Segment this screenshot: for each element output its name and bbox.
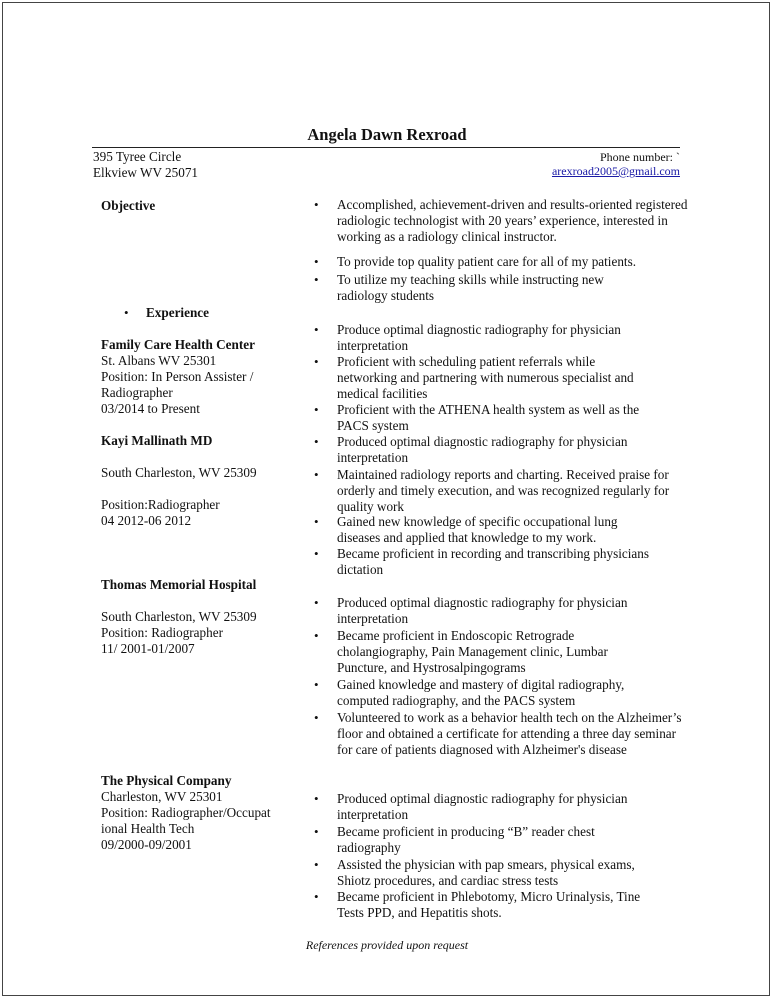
job-bullet: Produced optimal diagnostic radiography for physician interpretation: [337, 434, 628, 465]
job-bullet: Produced optimal diagnostic radiography for physician interpretation: [337, 595, 628, 626]
job-bullet: Became proficient in recording and transcribing physicians dictation: [337, 546, 649, 577]
bullet-icon: •: [314, 254, 319, 269]
resume-name: Angela Dawn Rexroad: [307, 125, 467, 144]
job-bullet: Produce optimal diagnostic radiography for physician interpretation: [337, 322, 621, 353]
bullet-icon: •: [314, 197, 319, 212]
job-position: Position: In Person Assister /: [101, 369, 254, 384]
bullet-icon: •: [314, 791, 319, 806]
job-bullet: Assisted the physician with pap smears, physical exams, Shiotz procedures, and cardiac stress tests: [337, 857, 635, 888]
job-position: Position: Radiographer: [101, 625, 223, 640]
bullet-icon: •: [314, 710, 319, 725]
phone-label: Phone number: `: [600, 150, 680, 164]
bullet-icon: •: [314, 514, 319, 529]
job-bullet: Gained new knowledge of specific occupational lung diseases and applied that knowledge to my work.: [337, 514, 618, 545]
job-bullet: Became proficient in Endoscopic Retrograde cholangiography, Pain Management clinic, Lumbar Puncture, and Hystrosalpingograms: [337, 628, 608, 675]
job-bullet: Became proficient in producing “B” reader chest radiography: [337, 824, 595, 855]
bullet-icon: •: [314, 402, 319, 417]
address-line-2: Elkview WV 25071: [93, 165, 199, 180]
objective-bullet: To provide top quality patient care for all of my patients.: [337, 254, 637, 269]
job-bullet: Proficient with the ATHENA health system as well as the PACS system: [337, 402, 640, 433]
bullet-icon: •: [314, 546, 319, 561]
address-line-1: 395 Tyree Circle: [93, 149, 182, 164]
job-position: ional Health Tech: [101, 821, 195, 836]
job-company: The Physical Company: [101, 773, 232, 788]
bullet-icon: •: [314, 889, 319, 904]
header-rule: [92, 147, 680, 148]
job-company: Family Care Health Center: [101, 337, 255, 352]
bullet-icon: •: [314, 434, 319, 449]
job-company: Thomas Memorial Hospital: [101, 577, 257, 592]
job-location: St. Albans WV 25301: [101, 353, 217, 368]
job-position: Position:Radiographer: [101, 497, 220, 512]
bullet-icon: •: [314, 857, 319, 872]
bullet-icon: •: [314, 322, 319, 337]
job-bullet: Maintained radiology reports and charting. Received praise for orderly and timely execution, and was recognized regularly for quality work: [337, 467, 670, 514]
experience-heading: Experience: [146, 305, 209, 320]
job-location: South Charleston, WV 25309: [101, 609, 257, 624]
bullet-icon: •: [314, 595, 319, 610]
job-dates: 03/2014 to Present: [101, 401, 200, 416]
bullet-icon: •: [124, 305, 129, 320]
job-company: Kayi Mallinath MD: [101, 433, 213, 448]
bullet-icon: •: [314, 628, 319, 643]
bullet-icon: •: [314, 272, 319, 287]
job-bullet: Gained knowledge and mastery of digital radiography, computed radiography, and the PACS system: [337, 677, 625, 708]
objective-bullet: To utilize my teaching skills while instructing new radiology students: [337, 272, 604, 303]
job-bullet: Volunteered to work as a behavior health tech on the Alzheimer’s floor and obtained a certificate for attending a three day seminar for care of patients diagnosed with Alzheimer's disease: [337, 710, 682, 757]
references-note: References provided upon request: [305, 938, 469, 952]
job-bullet: Became proficient in Phlebotomy, Micro Urinalysis, Tine Tests PPD, and Hepatitis shots.: [337, 889, 641, 920]
job-dates: 09/2000-09/2001: [101, 837, 192, 852]
job-bullet: Produced optimal diagnostic radiography for physician interpretation: [337, 791, 628, 822]
job-position: Position: Radiographer/Occupat: [101, 805, 271, 820]
objective-heading: Objective: [101, 198, 156, 213]
bullet-icon: •: [314, 467, 319, 482]
bullet-icon: •: [314, 824, 319, 839]
email-link[interactable]: arexroad2005@gmail.com: [551, 164, 680, 178]
job-dates: 04 2012-06 2012: [101, 513, 192, 528]
job-position: Radiographer: [101, 385, 173, 400]
job-bullet: Proficient with scheduling patient referrals while networking and partnering with numerous specialist and medical facilities: [337, 354, 634, 401]
job-location: Charleston, WV 25301: [101, 789, 223, 804]
job-dates: 11/ 2001-01/2007: [101, 641, 195, 656]
bullet-icon: •: [314, 677, 319, 692]
objective-bullet: Accomplished, achievement-driven and results-oriented registered radiologic technologist with 20 years’ experience, interested in working as a radiology clinical instructor.: [337, 197, 688, 244]
bullet-icon: •: [314, 354, 319, 369]
job-location: South Charleston, WV 25309: [101, 465, 257, 480]
